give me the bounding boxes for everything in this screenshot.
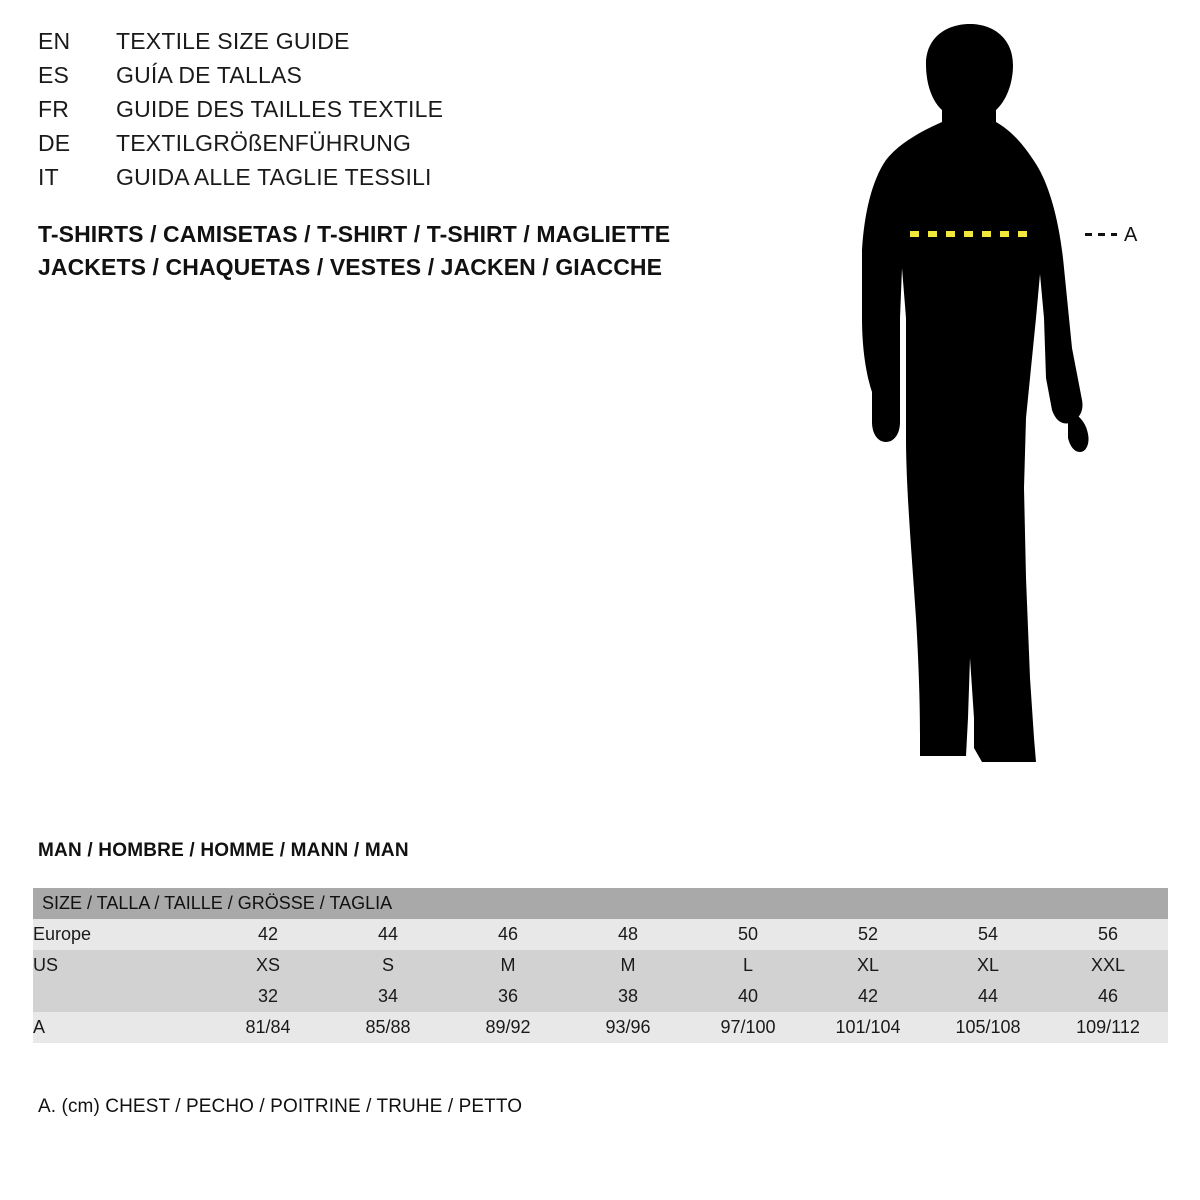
cell: 42 xyxy=(208,919,328,950)
cell: 40 xyxy=(688,981,808,1012)
cell: 93/96 xyxy=(568,1012,688,1043)
cell: 54 xyxy=(928,919,1048,950)
row-label: A xyxy=(33,1012,208,1043)
cell: 44 xyxy=(328,919,448,950)
cell: L xyxy=(688,950,808,981)
language-text: GUÍA DE TALLAS xyxy=(116,62,303,88)
table-row xyxy=(33,950,1168,981)
chest-measure-leader-line xyxy=(1085,233,1117,236)
language-row xyxy=(38,130,778,164)
cell: XL xyxy=(928,950,1048,981)
language-code: EN xyxy=(38,28,71,54)
table-row xyxy=(33,919,1168,950)
cell: 85/88 xyxy=(328,1012,448,1043)
row-label: Europe xyxy=(33,919,208,950)
cell: 56 xyxy=(1048,919,1168,950)
cell: 46 xyxy=(448,919,568,950)
table-row xyxy=(33,1012,1168,1043)
table-footnote: A. (cm) CHEST / PECHO / POITRINE / TRUHE / PETTO xyxy=(38,1096,523,1117)
language-row xyxy=(38,96,778,130)
cell: M xyxy=(448,950,568,981)
language-row xyxy=(38,164,778,198)
cell: 109/112 xyxy=(1048,1012,1168,1043)
chest-measure-label: A xyxy=(1124,224,1138,246)
cell: 50 xyxy=(688,919,808,950)
cell: M xyxy=(568,950,688,981)
size-table xyxy=(33,888,1168,1043)
garment-line-jackets: JACKETS / CHAQUETAS / VESTES / JACKEN / GIACCHE xyxy=(38,254,663,280)
cell: 38 xyxy=(568,981,688,1012)
table-row xyxy=(33,981,1168,1012)
cell: 36 xyxy=(448,981,568,1012)
cell: 46 xyxy=(1048,981,1168,1012)
garment-type-list xyxy=(38,218,798,284)
language-text: TEXTILE SIZE GUIDE xyxy=(116,28,350,54)
cell: 89/92 xyxy=(448,1012,568,1043)
cell: 105/108 xyxy=(928,1012,1048,1043)
language-text: GUIDE DES TAILLES TEXTILE xyxy=(116,96,444,122)
garment-line-tshirts: T-SHIRTS / CAMISETAS / T-SHIRT / T-SHIRT / MAGLIETTE xyxy=(38,221,671,247)
row-label xyxy=(33,981,208,1012)
cell: 42 xyxy=(808,981,928,1012)
language-code: FR xyxy=(38,96,70,122)
cell: 52 xyxy=(808,919,928,950)
language-row xyxy=(38,62,778,96)
body-silhouette-illustration xyxy=(820,18,1180,778)
language-text: TEXTILGRÖßENFÜHRUNG xyxy=(116,130,412,156)
cell: XXL xyxy=(1048,950,1168,981)
cell: 101/104 xyxy=(808,1012,928,1043)
language-row xyxy=(38,28,778,62)
language-code: DE xyxy=(38,130,71,156)
table-section-title: MAN / HOMBRE / HOMME / MANN / MAN xyxy=(38,840,409,861)
language-code: IT xyxy=(38,164,59,190)
table-header-row xyxy=(33,888,1168,919)
cell: 32 xyxy=(208,981,328,1012)
row-label: US xyxy=(33,950,208,981)
cell: 81/84 xyxy=(208,1012,328,1043)
cell: 34 xyxy=(328,981,448,1012)
cell: XS xyxy=(208,950,328,981)
cell: S xyxy=(328,950,448,981)
cell: XL xyxy=(808,950,928,981)
silhouette-svg xyxy=(820,18,1180,778)
cell: 44 xyxy=(928,981,1048,1012)
cell: 48 xyxy=(568,919,688,950)
language-list xyxy=(38,28,778,198)
language-code: ES xyxy=(38,62,70,88)
table-header-label: SIZE / TALLA / TAILLE / GRÖSSE / TAGLIA xyxy=(33,888,1168,919)
cell: 97/100 xyxy=(688,1012,808,1043)
language-text: GUIDA ALLE TAGLIE TESSILI xyxy=(116,164,432,190)
